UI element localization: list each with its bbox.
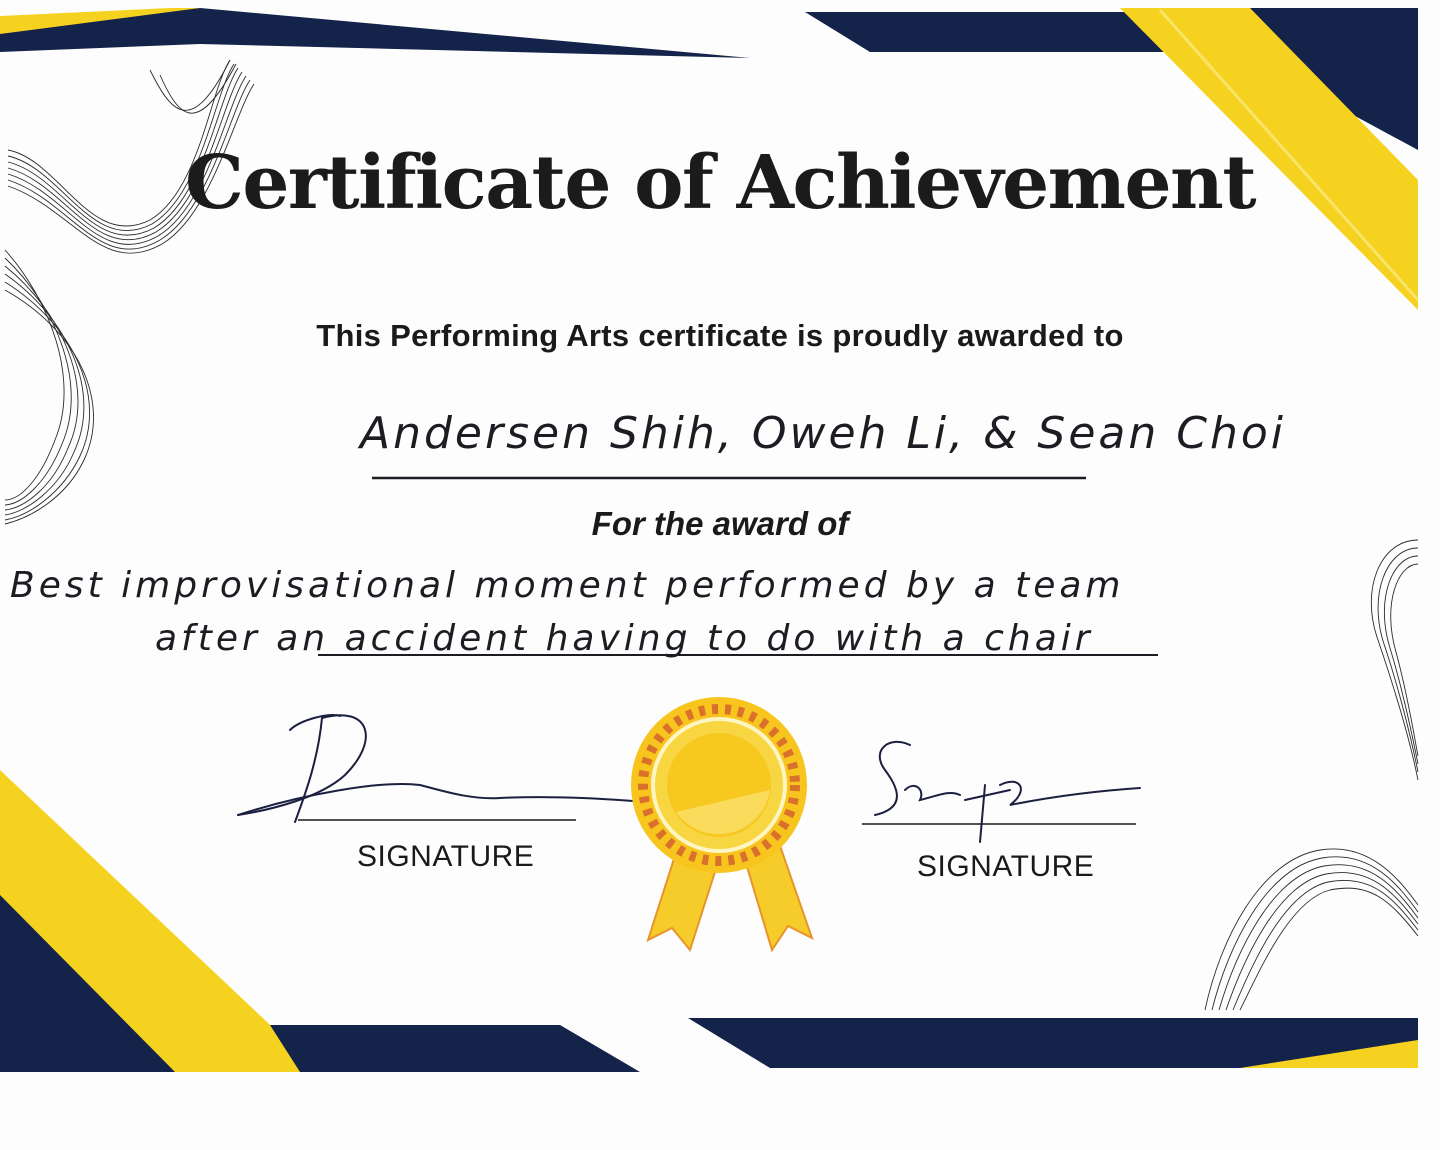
certificate-title: Certificate of Achievement: [184, 140, 1256, 226]
signature-right-label: SIGNATURE: [917, 850, 1095, 883]
bottom-left-navy-bar: [270, 1025, 640, 1072]
signature-right-scribble: [875, 742, 1140, 842]
certificate-subtitle: This Performing Arts certificate is proudly awarded to: [316, 318, 1124, 353]
award-label: For the award of: [591, 505, 849, 542]
signature-left-label: SIGNATURE: [357, 840, 535, 873]
recipients-names: Andersen Shih, Oweh Li, & Sean Choi: [360, 408, 1287, 459]
award-ribbon-icon: [631, 697, 812, 950]
award-text-line1: Best improvisational moment performed by a team: [10, 565, 1125, 606]
award-text-line2: after an accident having to do with a chair: [155, 618, 1094, 659]
signature-left-scribble: [238, 715, 660, 822]
